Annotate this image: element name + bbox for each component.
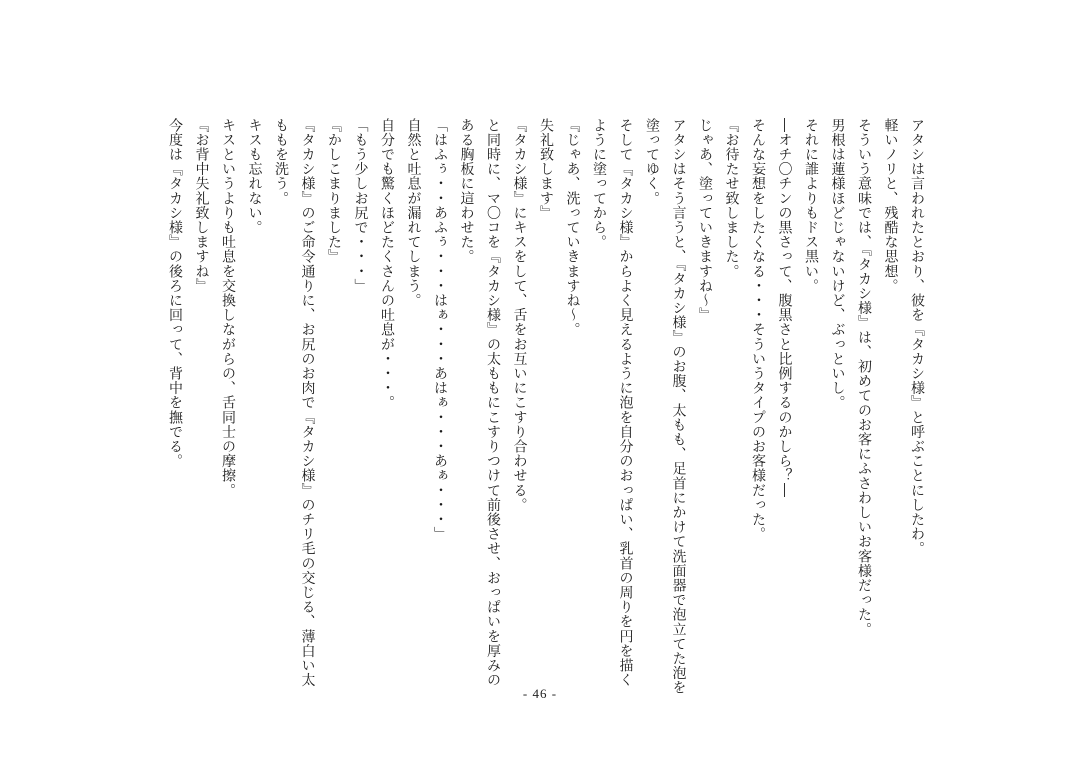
text-line: 軽いノリと、残酷な思想。 <box>882 118 899 294</box>
text-line: 今度は『タカシ様』の後ろに回って、背中を撫でる。 <box>167 118 183 469</box>
text-line: 塗ってゆく。 <box>644 118 660 206</box>
text-line: 『じゃあ、洗っていきますね～。 <box>564 118 581 337</box>
text-line: キスも忘れない。 <box>246 118 263 235</box>
text-line: そして『タカシ様』からよく見えるように泡を自分のおっぱい、乳首の周りを円を描く <box>617 118 634 688</box>
text-line: 自然と吐息が漏れてしまう。 <box>405 118 422 308</box>
text-line: アタシは言われたとおり、彼を『タカシ様』と呼ぶことにしたわ。 <box>909 118 925 556</box>
text-line: 自分でも驚くほどたくさんの吐息が・・・。 <box>379 118 395 410</box>
text-line: ももを洗う。 <box>273 118 289 206</box>
text-line: 「もう少しお尻で・・・」 <box>352 118 369 294</box>
text-line: 『お待たせ致しました。 <box>723 118 740 279</box>
text-line: 『タカシ様』にキスをして、舌をお互いにこすり合わせる。 <box>511 118 528 513</box>
text-line: 「はふぅ・・あふぅ・・・はぁ・・・あはぁ・・・あぁ・・・」 <box>432 118 448 542</box>
text-line: アタシはそう言うと、『タカシ様』のお腹、太もも、足首にかけて洗面器で泡立てた泡を <box>670 118 687 695</box>
text-line: 男根は蓮様ほどじゃないけど、ぶっといし。 <box>829 118 846 410</box>
text-line: ある胸板に這わせた。 <box>458 118 475 264</box>
text-line: 『お背中失礼致しますね』 <box>193 118 210 294</box>
text-line: と同時に、マ〇コを『タカシ様』の太ももにこすりつけて前後させ、おっぱいを厚みの <box>485 118 501 688</box>
text-line: 『かしこまりました』 <box>326 118 342 264</box>
text-line: 失礼致します』 <box>538 118 554 221</box>
text-line: ように塗ってから。 <box>591 118 607 250</box>
text-line: そういう意味では、『タカシ様』は、初めてのお客にふさわしいお客様だった。 <box>856 118 872 637</box>
text-line: じゃあ、塗っていきますね～』 <box>697 118 713 323</box>
text-line: そんな妄想をしたくなる・・・そういうタイプのお客様だった。 <box>750 118 766 542</box>
text-line: ―オチ〇チンの黒さって、腹黒さと比例するのかしら？― <box>776 118 793 498</box>
text-line: 『タカシ様』のご命令通りに、お尻のお肉で『タカシ様』のチリ毛の交じる、薄白い太 <box>299 118 316 688</box>
text-line: それに誰よりもドス黒い。 <box>803 118 819 294</box>
page-number: - 46 - <box>522 686 558 701</box>
text-line: キスというよりも吐息を交換しながらの、舌同士の摩擦。 <box>220 118 236 498</box>
